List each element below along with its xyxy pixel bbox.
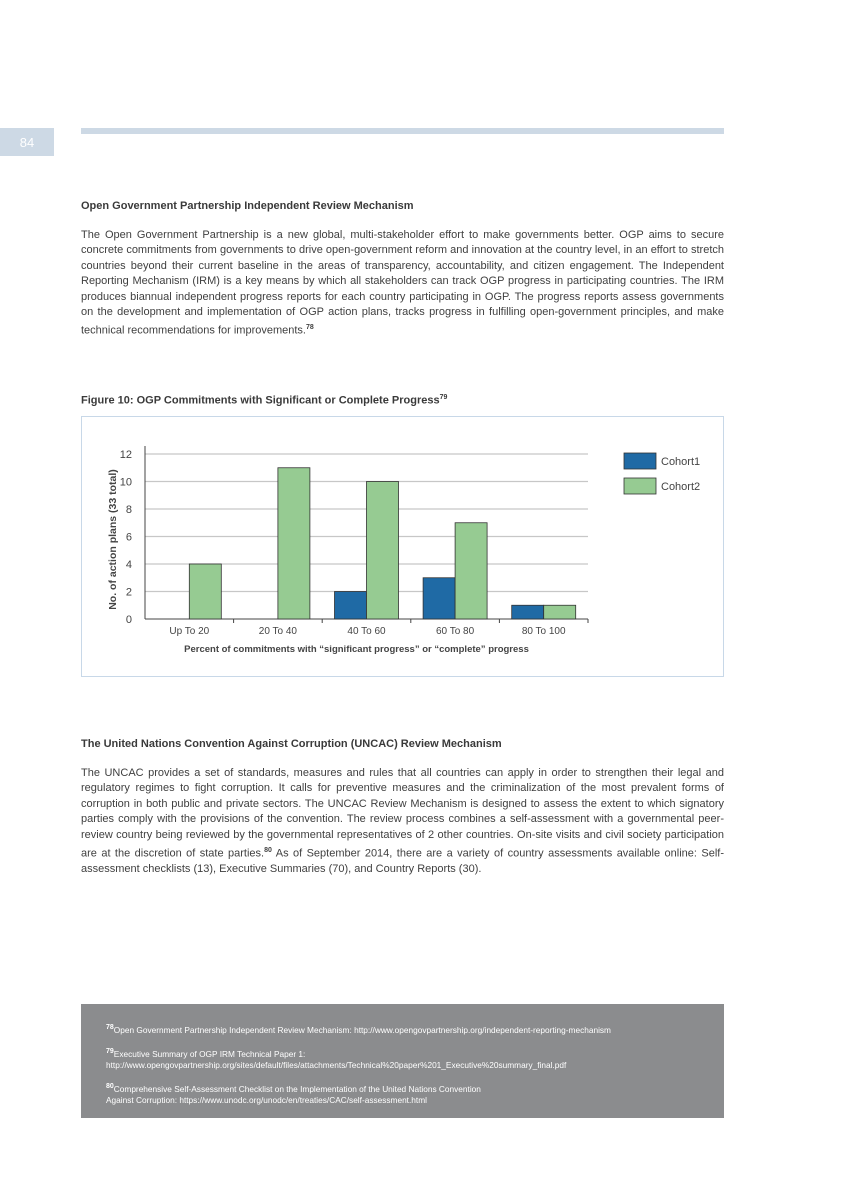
legend-label-cohort2: Cohort2 [661, 481, 701, 493]
paragraph-uncac-text-a: The UNCAC provides a set of standards, measures and rules that all countries can apply in order to strengthen their legal and regulatory regimes to fight corruption. It calls for preventive measures and the criminalization of the most prevalent forms of corruption in both public and private sectors. The UNCAC Review Mechanism is designed to assess the extent to which signatory parties comply with the provisions of the convention. The review process combines a self-assessment with a governmental peer-review country being reviewed by the governmental representatives of 2 other countries. On-site visits and civil society participation are at the discretion of state parties. [81, 767, 724, 860]
paragraph-ogp-text: The Open Government Partnership is a new global, multi-stakeholder effort to make governments better. OGP aims to secure concrete commitments from governments to drive open-government reform and innovation at the country level, in an effort to stretch countries beyond their current baseline in the areas of transparency, accountability, and citizen engagement. The Independent Reporting Mechanism (IRM) is a key means by which all stakeholders can track OGP progress in participating countries. The IRM produces biannual independent progress reports for each country participating in OGP. The progress reports assess governments on the development and implementation of OGP action plans, tracks progress in fulfilling open-government principles, and make technical recommendations for improvements. [81, 229, 724, 338]
legend-swatch-cohort2 [624, 478, 656, 494]
page-number: 84 [0, 128, 54, 156]
y-tick-label: 0 [125, 614, 132, 626]
footnote-ref-79[interactable]: 79 [439, 394, 448, 401]
footnote-link[interactable]: Against Corruption: https://www.unodc.org/unodc/en/treaties/CAC/self-assessment.html [106, 1095, 427, 1106]
figure-caption-text: Figure 10: OGP Commitments with Significant or Complete Progress [81, 394, 440, 407]
footnote-80 [106, 1081, 716, 1107]
legend-label-cohort1: Cohort1 [661, 456, 701, 468]
bar-cohort2 [367, 482, 399, 620]
y-axis-label: No. of action plans (33 total) [107, 469, 119, 610]
paragraph-ogp [81, 228, 724, 340]
footnote-79 [106, 1046, 716, 1072]
footnotes-box [81, 1004, 724, 1118]
x-tick-label: Up To 20 [169, 626, 210, 637]
paragraph-uncac-text-b: As of September 2014, there are a variety of country assessments available online: Self-assessment checklists (13), Executive Summaries (70), and Country Reports (30). [81, 847, 725, 876]
bar-cohort2 [544, 605, 576, 619]
legend-swatch-cohort1 [624, 453, 656, 469]
footnote-link[interactable]: http://www.opengovpartnership.org/sites/default/files/attachments/Technical%20paper%201_Executive%20summary_final.pdf [106, 1060, 567, 1071]
footnote-number: 79 [106, 1048, 114, 1055]
y-tick-label: 4 [125, 559, 132, 571]
footnote-ref-80[interactable]: 80 [264, 847, 272, 855]
x-tick-label: 60 To 80 [436, 626, 475, 637]
x-tick-label: 40 To 60 [347, 626, 386, 637]
footnote-text[interactable]: Open Government Partnership Independent Review Mechanism: http://www.opengovpartnership.org/independent-reporting-mechanism [113, 1024, 611, 1035]
footnote-number: 80 [106, 1083, 114, 1090]
bar-cohort1 [335, 592, 367, 620]
paragraph-uncac [81, 766, 724, 878]
bar-cohort2 [189, 564, 221, 619]
x-tick-label: 80 To 100 [521, 626, 566, 637]
x-tick-label: 20 To 40 [258, 626, 297, 637]
y-tick-label: 6 [125, 531, 132, 544]
bar-cohort1 [512, 605, 544, 619]
bar-cohort1 [423, 578, 455, 619]
bar-cohort2 [455, 523, 487, 619]
section-heading-uncac-text: The United Nations Convention Against Corruption (UNCAC) Review Mechanism [81, 738, 502, 750]
header-rule [81, 128, 724, 134]
footnote-ref-78[interactable]: 78 [305, 324, 314, 332]
x-axis-label: Percent of commitments with “significant progress” or “complete” progress [184, 644, 529, 655]
bar-cohort2 [278, 468, 310, 619]
footnote-text: Executive Summary of OGP IRM Technical Paper 1: [113, 1048, 306, 1059]
footnote-number: 78 [106, 1024, 114, 1031]
footnote-78 [106, 1022, 716, 1036]
y-tick-label: 2 [125, 586, 132, 599]
footnote-text: Comprehensive Self-Assessment Checklist on the Implementation of the United Nations Convention [113, 1083, 481, 1094]
y-tick-label: 10 [119, 476, 132, 489]
bar-chart [82, 417, 723, 676]
y-tick-label: 8 [125, 504, 132, 516]
section-heading-uncac [81, 738, 724, 750]
section-heading-ogp [81, 200, 724, 212]
y-tick-label: 12 [119, 449, 132, 461]
figure-chart [81, 416, 724, 677]
section-heading-ogp-text: Open Government Partnership Independent Review Mechanism [81, 200, 414, 212]
figure-caption [81, 394, 724, 407]
